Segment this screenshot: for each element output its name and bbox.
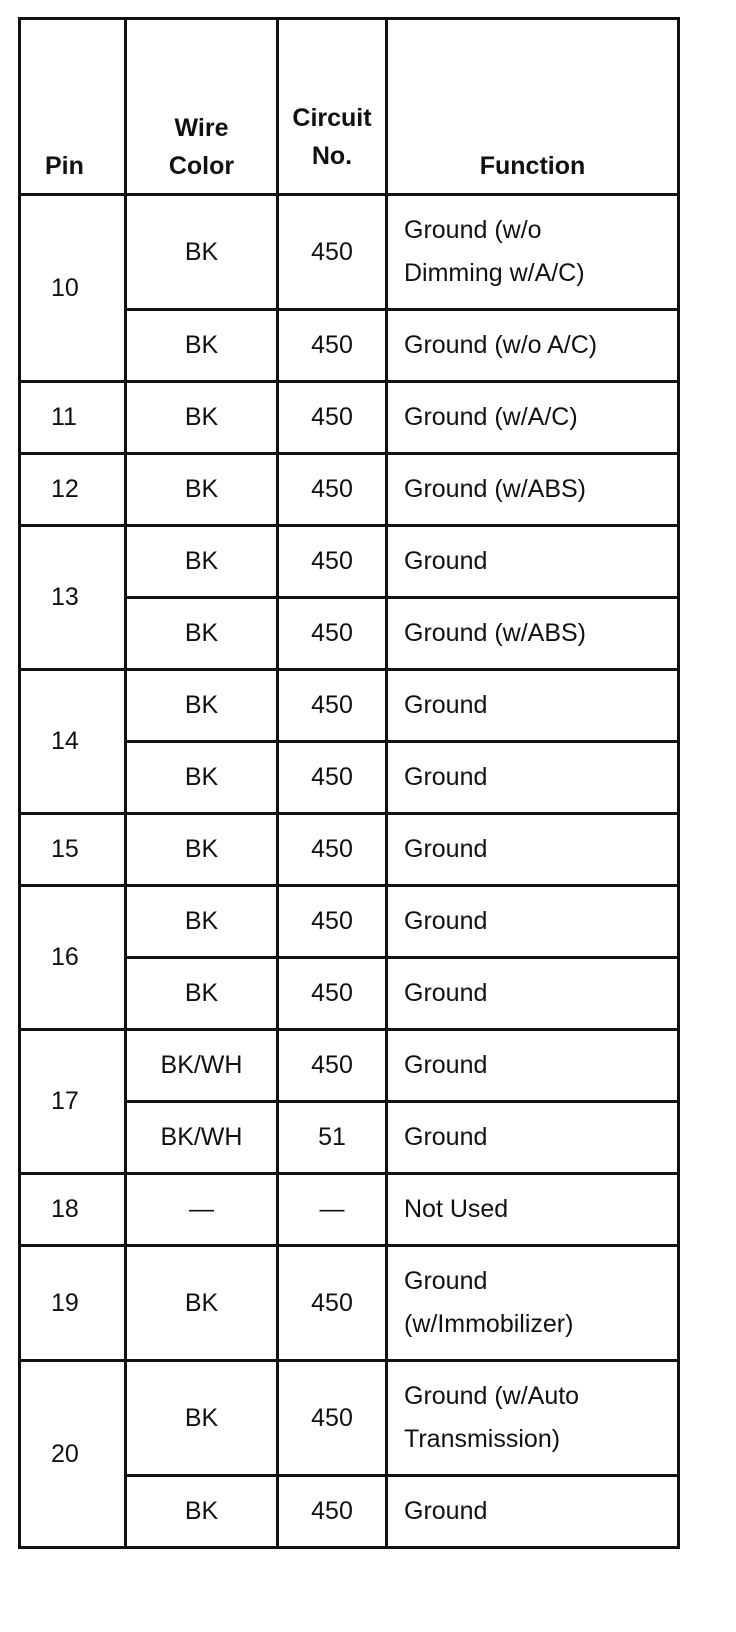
table-row <box>20 886 679 958</box>
table-row <box>20 814 679 886</box>
header-function: Function <box>387 19 679 195</box>
wire-color-cell: BK <box>126 310 278 382</box>
circuit-cell: 450 <box>278 195 387 310</box>
table-row <box>20 1361 679 1476</box>
wire-color-cell: BK <box>126 382 278 454</box>
function-cell: Ground (w/A/C) <box>387 382 679 454</box>
function-cell: Ground <box>387 1030 679 1102</box>
function-cell: Not Used <box>387 1174 679 1246</box>
header-pin: Pin <box>20 19 126 195</box>
pin-cell: 16 <box>20 886 126 1030</box>
pin-cell: 10 <box>20 195 126 382</box>
table-row <box>20 382 679 454</box>
circuit-cell: 450 <box>278 886 387 958</box>
wire-color-cell: BK/WH <box>126 1102 278 1174</box>
wire-color-cell: BK <box>126 742 278 814</box>
wire-color-cell: BK <box>126 526 278 598</box>
wire-color-cell: — <box>126 1174 278 1246</box>
wire-color-cell: BK <box>126 886 278 958</box>
wire-color-cell: BK <box>126 454 278 526</box>
header-wire-color: Wire Color <box>126 19 278 195</box>
function-cell: Ground <box>387 1102 679 1174</box>
function-cell: Ground <box>387 526 679 598</box>
function-cell <box>387 195 679 310</box>
pin-cell: 17 <box>20 1030 126 1174</box>
header-circuit-no: Circuit No. <box>278 19 387 195</box>
connector-pinout-table <box>18 17 680 1549</box>
table-row <box>20 1174 679 1246</box>
table-row <box>20 526 679 598</box>
function-cell: Ground <box>387 1476 679 1548</box>
circuit-cell: 450 <box>278 382 387 454</box>
function-cell: Ground (w/o A/C) <box>387 310 679 382</box>
table-row <box>20 454 679 526</box>
circuit-cell: 450 <box>278 814 387 886</box>
circuit-cell: 450 <box>278 958 387 1030</box>
function-text: Ground (w/Immobilizer) <box>404 1267 574 1338</box>
function-text: Ground (w/Auto Transmission) <box>404 1382 580 1453</box>
table-row <box>20 670 679 742</box>
function-cell: Ground <box>387 886 679 958</box>
table-row <box>20 1246 679 1361</box>
wire-color-cell: BK <box>126 598 278 670</box>
wire-color-cell: BK <box>126 814 278 886</box>
table-row <box>20 195 679 310</box>
circuit-cell: 51 <box>278 1102 387 1174</box>
wire-color-cell: BK/WH <box>126 1030 278 1102</box>
circuit-cell: 450 <box>278 526 387 598</box>
function-cell: Ground <box>387 670 679 742</box>
function-cell: Ground (w/ABS) <box>387 454 679 526</box>
wire-color-cell: BK <box>126 670 278 742</box>
pin-cell: 11 <box>20 382 126 454</box>
wire-color-cell: BK <box>126 958 278 1030</box>
wire-color-cell: BK <box>126 1476 278 1548</box>
circuit-cell: — <box>278 1174 387 1246</box>
pin-cell: 14 <box>20 670 126 814</box>
pin-cell: 13 <box>20 526 126 670</box>
pin-cell: 15 <box>20 814 126 886</box>
circuit-cell: 450 <box>278 310 387 382</box>
pin-cell: 12 <box>20 454 126 526</box>
wire-color-cell: BK <box>126 1246 278 1361</box>
circuit-cell: 450 <box>278 1030 387 1102</box>
circuit-cell: 450 <box>278 1361 387 1476</box>
circuit-cell: 450 <box>278 598 387 670</box>
wire-color-cell: BK <box>126 1361 278 1476</box>
circuit-cell: 450 <box>278 1246 387 1361</box>
pin-cell: 20 <box>20 1361 126 1548</box>
function-cell: Ground <box>387 958 679 1030</box>
function-cell: Ground <box>387 814 679 886</box>
circuit-cell: 450 <box>278 1476 387 1548</box>
circuit-cell: 450 <box>278 670 387 742</box>
function-cell: Ground (w/ABS) <box>387 598 679 670</box>
table-row <box>20 1030 679 1102</box>
pin-cell: 18 <box>20 1174 126 1246</box>
function-cell: Ground <box>387 742 679 814</box>
wire-color-cell: BK <box>126 195 278 310</box>
pin-cell: 19 <box>20 1246 126 1361</box>
circuit-cell: 450 <box>278 742 387 814</box>
header-row <box>20 19 679 195</box>
circuit-cell: 450 <box>278 454 387 526</box>
function-cell <box>387 1361 679 1476</box>
function-cell <box>387 1246 679 1361</box>
function-text: Ground (w/o Dimming w/A/C) <box>404 216 585 287</box>
